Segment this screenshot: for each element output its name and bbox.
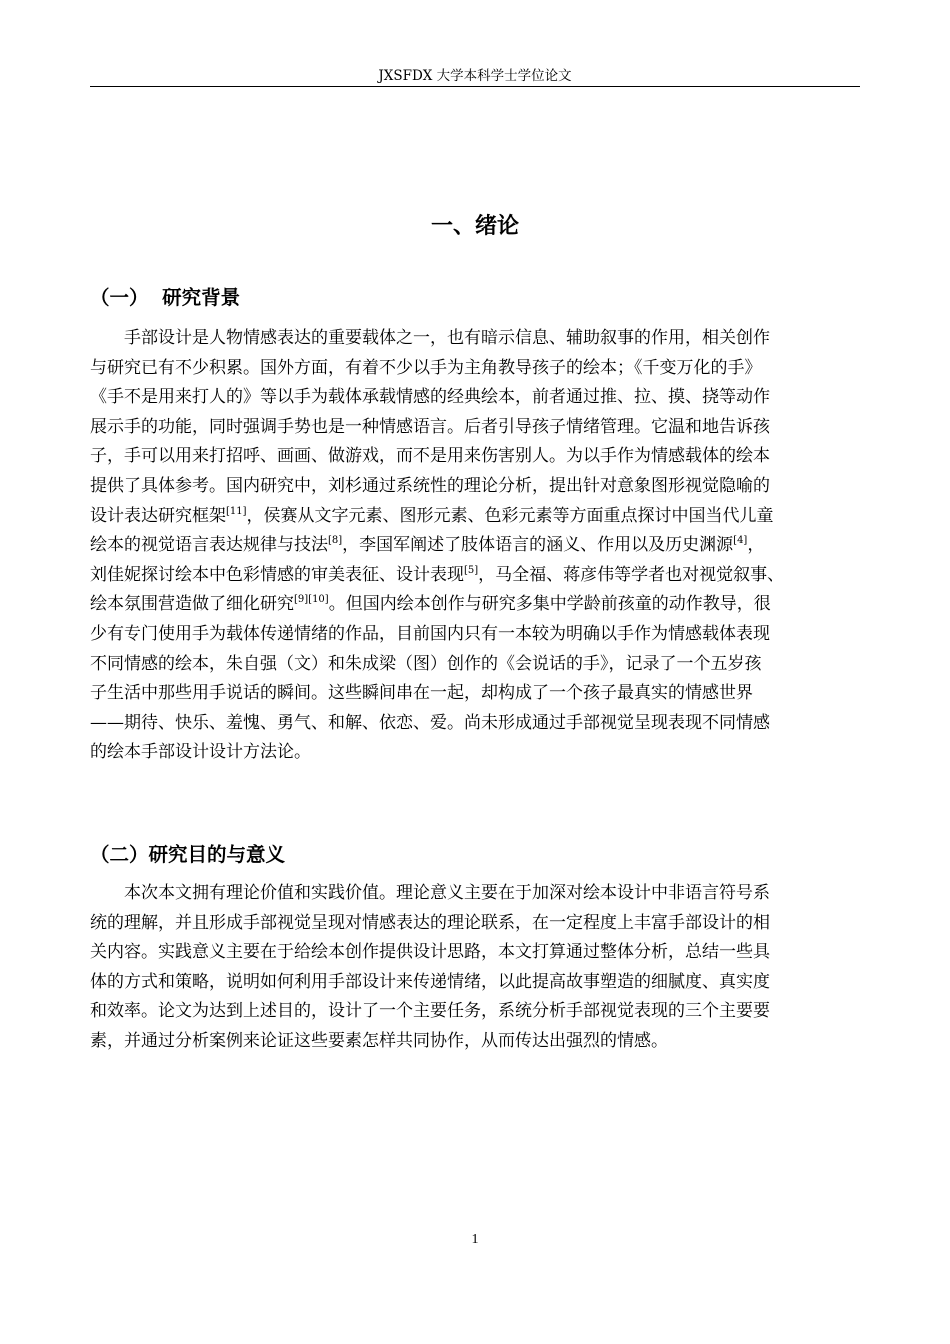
- text-line: [90, 383, 870, 413]
- text-line: [90, 1027, 870, 1057]
- text-segment: 少有专门使用手为载体传递情绪的作品，目前国内只有一本较为明确以手作为情感载体表现: [90, 623, 770, 644]
- text-segment: 子，手可以用来打招呼、画画、做游戏，而不是用来伤害别人。为以手作为情感载体的绘本: [90, 446, 770, 467]
- text-segment: 刘佳妮探讨绘本中色彩情感的审美表征、设计表现: [90, 564, 464, 585]
- citation-ref: [5]: [464, 564, 479, 576]
- chapter-title: 一、绪论: [430, 214, 519, 239]
- citation-ref: [9][10]: [294, 594, 329, 606]
- text-segment: 统的理解，并且形成手部视觉呈现对情感表达的理论联系，在一定程度上丰富手部设计的相: [90, 912, 770, 933]
- text-segment: ，侯赛从文字元素、图形元素、色彩元素等方面重点探讨中国当代儿童: [246, 505, 774, 526]
- text-segment: 本次本文拥有理论价值和实践价值。理论意义主要在于加深对绘本设计中非语言符号系: [124, 883, 770, 903]
- text-line: [90, 413, 870, 443]
- citation-ref: [11]: [226, 505, 247, 517]
- text-line: [90, 354, 870, 384]
- text-line: [90, 531, 870, 561]
- text-segment: 不同情感的绘本，朱自强（文）和朱成梁（图）创作的《会说话的手》，记录了一个五岁孩: [90, 653, 762, 674]
- text-segment: 展示手的功能，同时强调手势也是一种情感语言。后者引导孩子情绪管理。它温和地告诉孩: [90, 416, 770, 437]
- text-line: [90, 968, 870, 998]
- text-line: [90, 938, 870, 968]
- text-segment: 。但国内绘本创作与研究多集中学龄前孩童的动作教导，很: [328, 594, 771, 615]
- text-segment: 手部设计是人物情感表达的重要载体之一，也有暗示信息、辅助叙事的作用，相关创作: [124, 328, 770, 348]
- text-segment: 和效率。论文为达到上述目的，设计了一个主要任务，系统分析手部视觉表现的三个主要要: [90, 1001, 770, 1022]
- text-segment: 绘本的视觉语言表达规律与技法: [90, 535, 328, 556]
- text-line: [90, 442, 870, 472]
- text-line: [90, 679, 870, 709]
- section-heading-background: （一） 研究背景: [90, 286, 241, 309]
- text-line: [90, 590, 870, 620]
- page-number: 1: [471, 1232, 479, 1247]
- text-line: [90, 650, 870, 680]
- paragraph-research-background: [90, 324, 870, 768]
- section-heading-purpose: （二）研究目的与意义: [90, 843, 286, 866]
- text-segment: ，李国军阐述了肢体语言的涵义、作用以及历史渊源: [342, 535, 734, 556]
- text-line: [90, 502, 870, 532]
- text-line: [90, 738, 870, 768]
- text-segment: ，马全福、蒋彦伟等学者也对视觉叙事、: [478, 564, 785, 585]
- text-segment: 与研究已有不少积累。国外方面，有着不少以手为主角教导孩子的绘本；《千变万化的手》: [90, 357, 762, 378]
- text-line: [90, 709, 870, 739]
- text-line: [90, 324, 870, 354]
- text-line: [90, 997, 870, 1027]
- text-segment: 的绘本手部设计设计方法论。: [90, 742, 311, 763]
- text-segment: ——期待、快乐、羞愧、勇气、和解、依恋、爱。尚未形成通过手部视觉呈现表现不同情感: [90, 712, 770, 733]
- citation-ref: [4]: [733, 535, 748, 547]
- text-line: [90, 561, 870, 591]
- text-segment: 子生活中那些用手说话的瞬间。这些瞬间串在一起，却构成了一个孩子最真实的情感世界: [90, 683, 753, 704]
- text-segment: 体的方式和策略，说明如何利用手部设计来传递情绪，以此提高故事塑造的细腻度、真实度: [90, 971, 770, 992]
- text-line: [90, 620, 870, 650]
- text-segment: 提供了具体参考。国内研究中，刘杉通过系统性的理论分析，提出针对意象图形视觉隐喻的: [90, 475, 770, 496]
- header-rule: [90, 86, 860, 87]
- citation-ref: [8]: [328, 535, 343, 547]
- text-segment: ，: [747, 535, 765, 556]
- text-line: [90, 879, 870, 909]
- paragraph-research-purpose: [90, 879, 870, 1057]
- text-line: [90, 909, 870, 939]
- running-header: JXSFDX 大学本科学士学位论文: [378, 68, 572, 84]
- text-line: [90, 472, 870, 502]
- text-segment: 素，并通过分析案例来论证这些要素怎样共同协作，从而传达出强烈的情感。: [90, 1030, 668, 1051]
- text-segment: 关内容。实践意义主要在于给绘本创作提供设计思路，本文打算通过整体分析，总结一些具: [90, 942, 770, 963]
- text-segment: 设计表达研究框架: [90, 505, 226, 526]
- text-segment: 《手不是用来打人的》等以手为载体承载情感的经典绘本，前者通过推、拉、摸、挠等动作: [90, 387, 770, 408]
- text-segment: 绘本氛围营造做了细化研究: [90, 594, 294, 615]
